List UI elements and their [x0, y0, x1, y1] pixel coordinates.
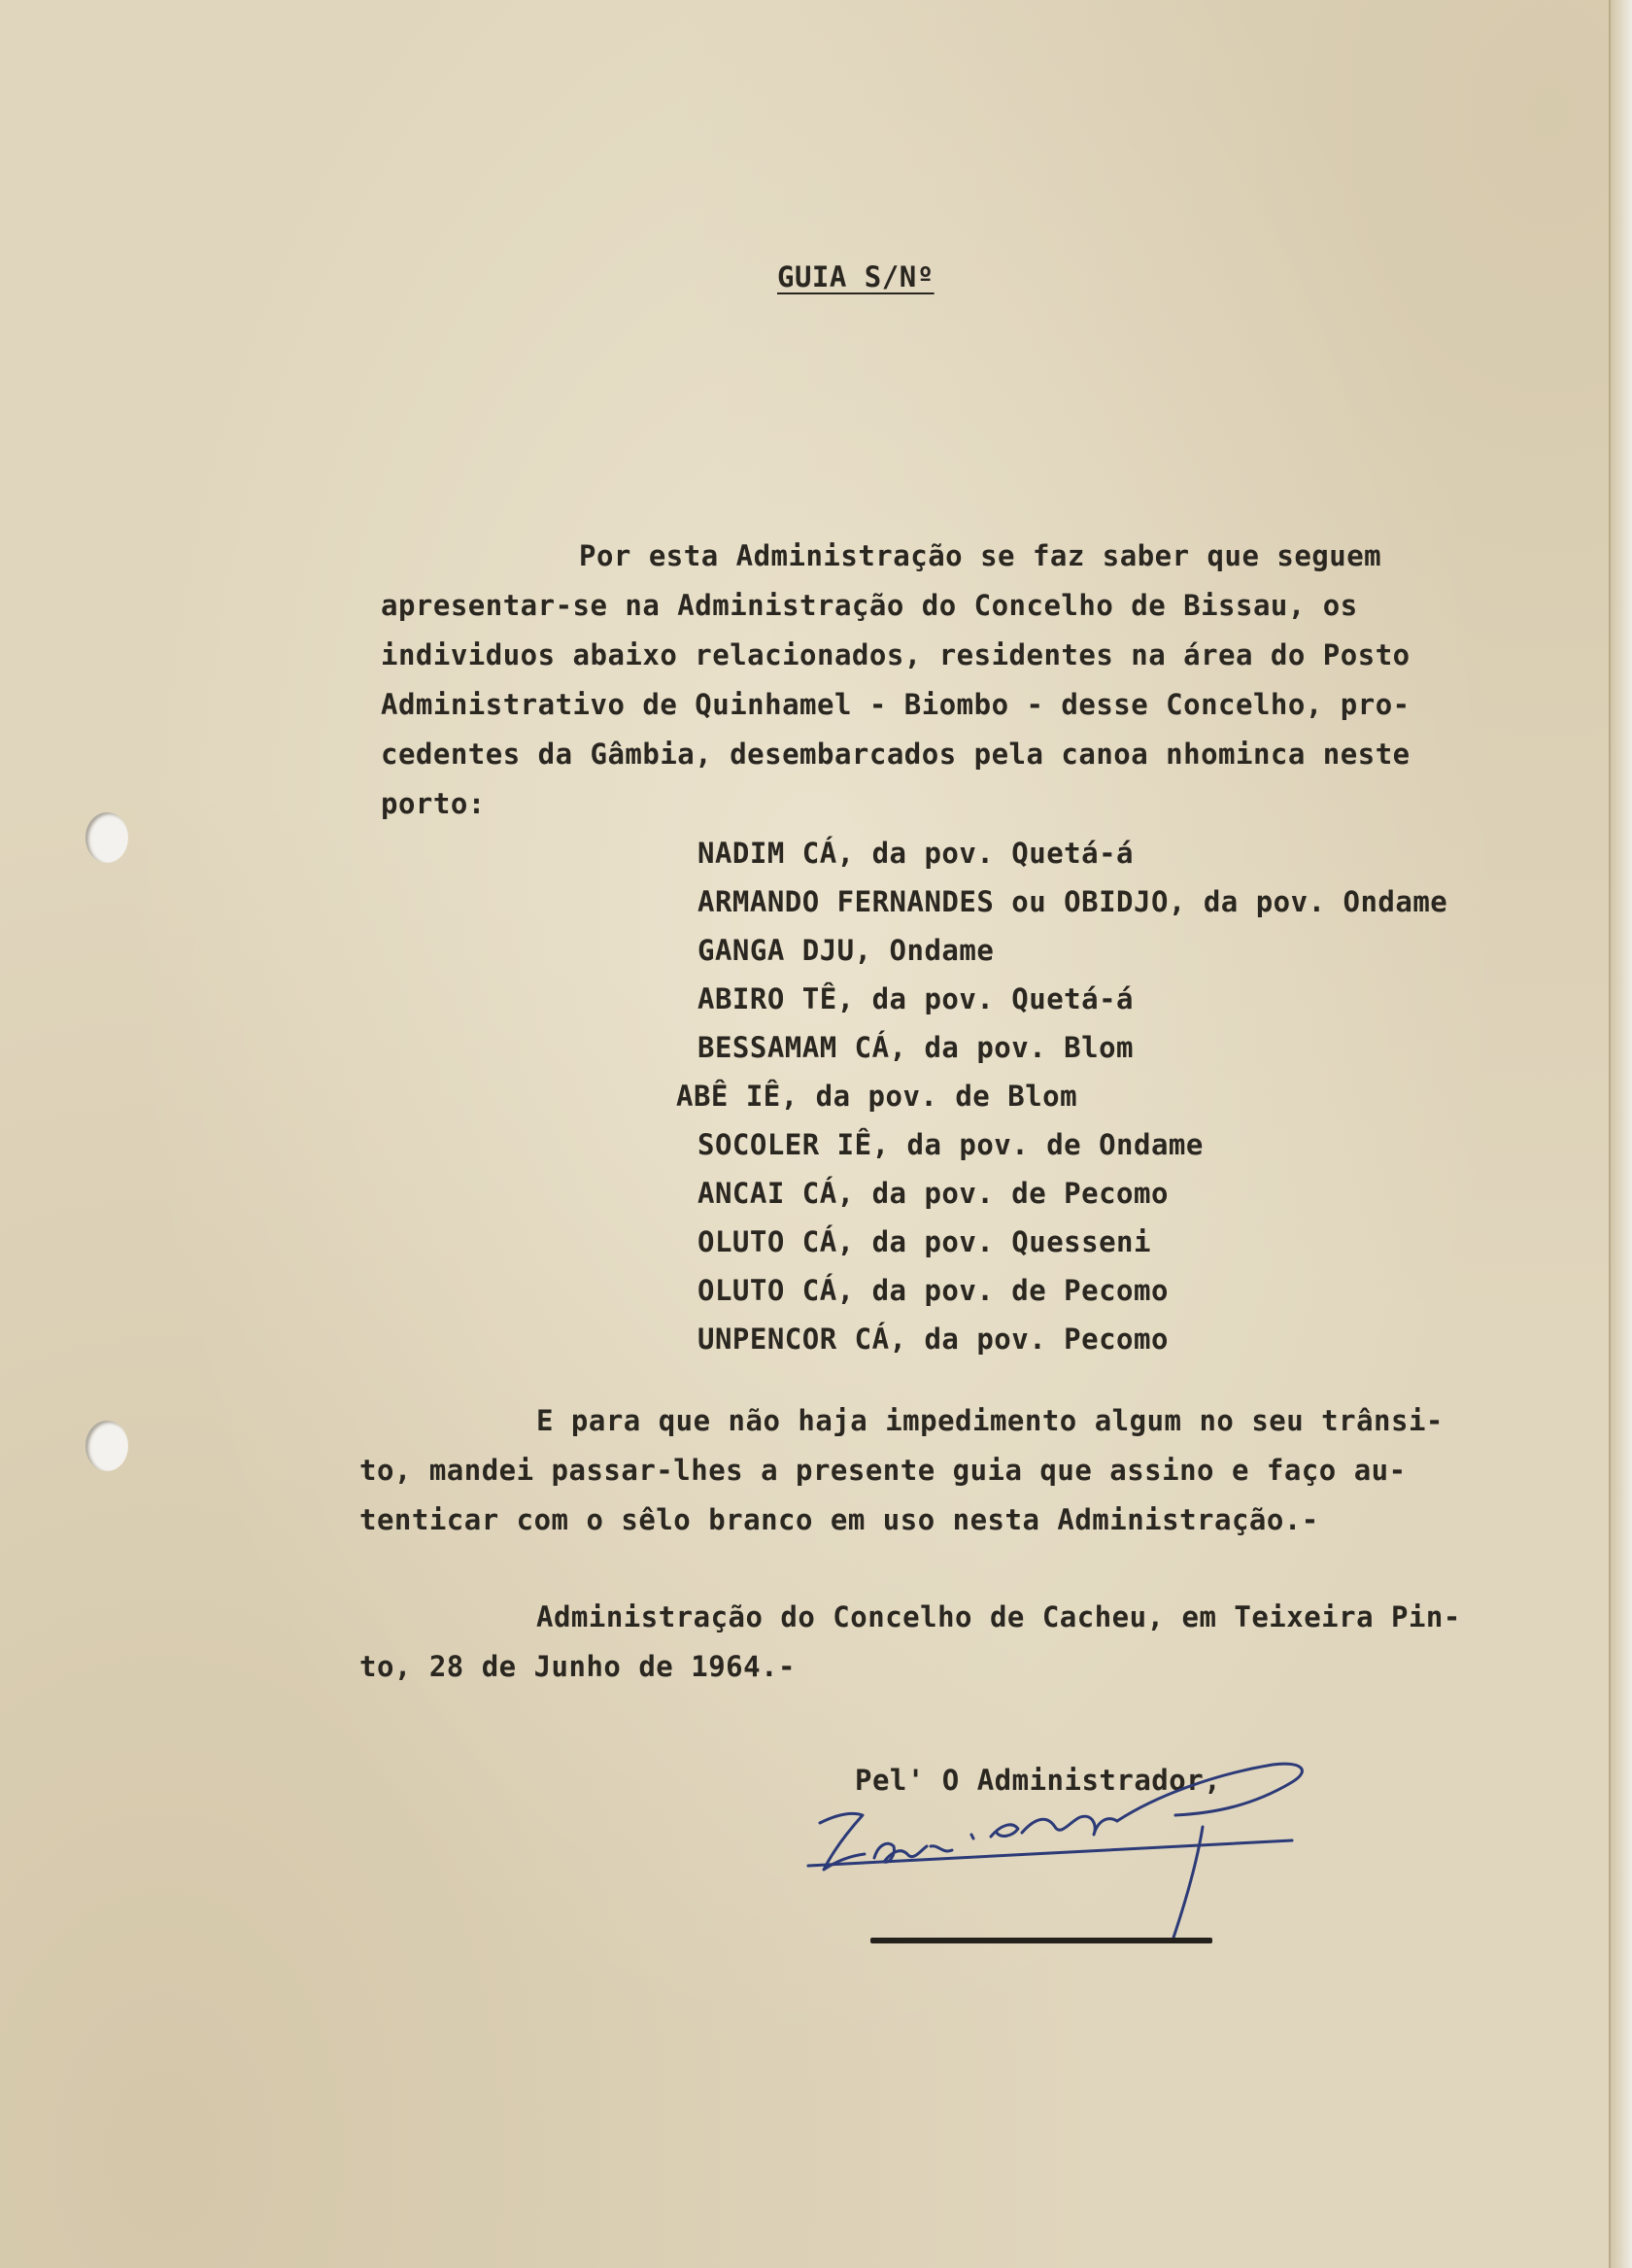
paragraph1-line: porto: [381, 787, 486, 820]
paragraph1-line: cedentes da Gâmbia, desembarcados pela canoa nhominca neste [381, 738, 1411, 771]
individual-entry: OLUTO CÁ, da pov. Quesseni [697, 1225, 1151, 1258]
paragraph1-line: individuos abaixo relacionados, residentes na área do Posto [381, 638, 1411, 671]
signature-underline [870, 1938, 1212, 1943]
individual-entry: BESSAMAM CÁ, da pov. Blom [697, 1031, 1134, 1064]
individual-entry: ANCAI CÁ, da pov. de Pecomo [697, 1177, 1169, 1210]
document-title: GUIA S/Nº [777, 260, 935, 293]
sheet-edge [1609, 0, 1632, 2268]
individual-entry: SOCOLER IÊ, da pov. de Ondame [697, 1128, 1204, 1161]
individual-entry: OLUTO CÁ, da pov. de Pecomo [697, 1274, 1169, 1307]
paragraph1-line: apresentar-se na Administração do Concelho de Bissau, os [381, 589, 1358, 622]
individual-entry: ABIRO TÊ, da pov. Quetá-á [697, 982, 1134, 1015]
individual-entry: UNPENCOR CÁ, da pov. Pecomo [697, 1323, 1169, 1356]
individual-entry: ABÊ IÊ, da pov. de Blom [676, 1080, 1078, 1113]
paragraph2-line: tenticar com o sêlo branco em uso nesta Administração.- [359, 1503, 1319, 1536]
paragraph3-line: to, 28 de Junho de 1964.- [359, 1650, 796, 1683]
paragraph1-line: Por esta Administração se faz saber que seguem [579, 539, 1382, 572]
paragraph3-line: Administração do Concelho de Cacheu, em Teixeira Pin- [536, 1600, 1461, 1633]
paragraph2-line: to, mandei passar-lhes a presente guia que assino e faço au- [359, 1454, 1407, 1487]
punch-hole-top [85, 812, 128, 863]
handwritten-signature [806, 1757, 1389, 1980]
paragraph1-line: Administrativo de Quinhamel - Biombo - desse Concelho, pro- [381, 688, 1411, 721]
individual-entry: ARMANDO FERNANDES ou OBIDJO, da pov. Ondame [697, 885, 1448, 918]
individual-entry: NADIM CÁ, da pov. Quetá-á [697, 837, 1134, 870]
paragraph2-line: E para que não haja impedimento algum no seu trânsi- [536, 1404, 1444, 1437]
punch-hole-bottom [85, 1421, 128, 1471]
individual-entry: GANGA DJU, Ondame [697, 934, 995, 967]
closing-title: Pel' O Administrador, [855, 1764, 1222, 1797]
